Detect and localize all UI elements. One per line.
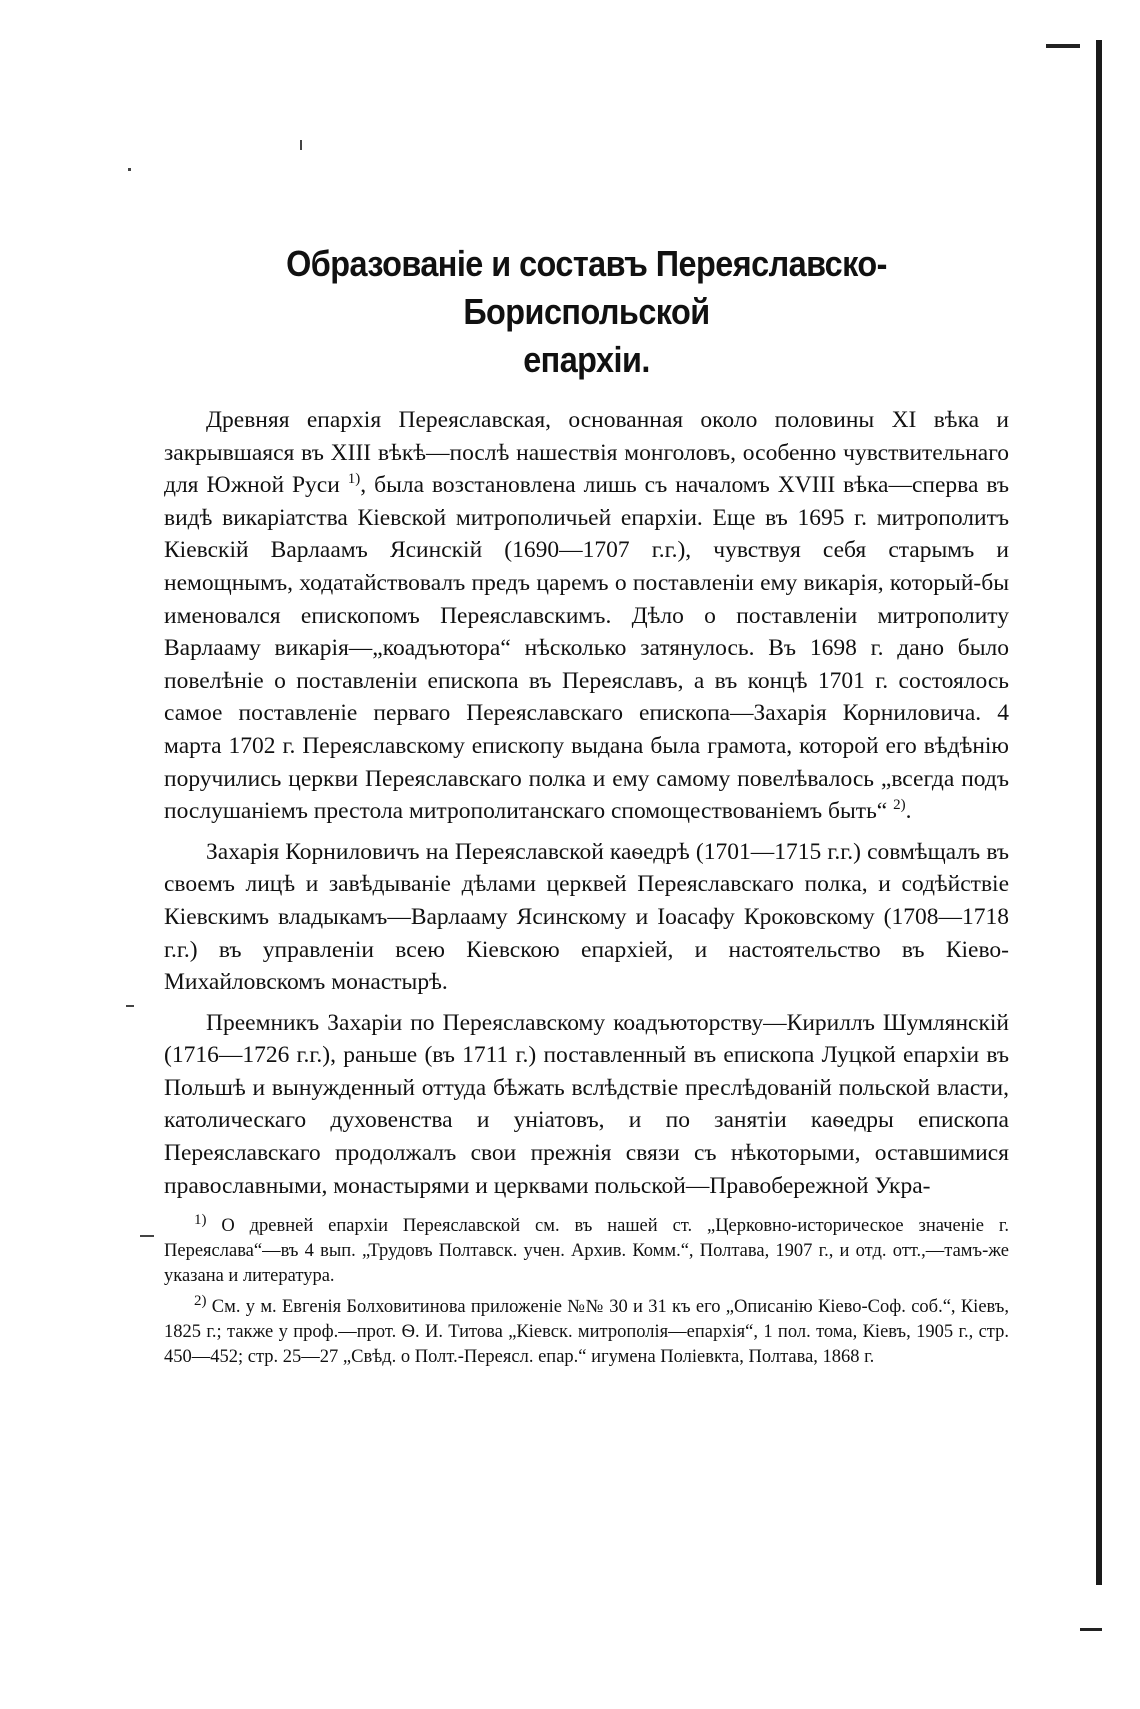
footnote-ref-1: 1) xyxy=(347,471,361,488)
scan-speck xyxy=(128,168,131,171)
paragraph-1-text-c: . xyxy=(905,798,912,825)
title-line-1: Образованіе и составъ Переяславско-Бориспольской xyxy=(286,243,887,332)
footnote-1 xyxy=(164,1214,1009,1289)
scan-speck xyxy=(140,1235,154,1237)
paragraph-1-text-b: , была возстановлена лишь съ началомъ XVIII вѣка—сперва въ видѣ викаріатства Кіевской митрополичьей епархіи. Еще въ 1695 г. митрополитъ Кіевскій Варлаамъ Ясинскій (1690—1707 г.г.), чувствуя себя старымъ и немощнымъ, ходатайствовалъ предъ царемъ о поставленіи ему викарія, который-бы именовался епископомъ Переяславскимъ. Дѣло о поставленіи митрополиту Варлааму викарія—„коадъютора“ нѣсколько затянулось. Въ 1698 г. дано было повелѣніе о поставленіи епископа въ Переяславъ, а въ концѣ 1701 г. состоялось самое поставленіе перваго Переяславскаго епископа—Захарія Корниловича. 4 марта 1702 г. Переяславскому епископу выдана была грамота, которой его вѣдѣнію поручились церкви Переяславскаго полка и ему самому повелѣвалось „всегда подъ послушаніемъ престола митрополитанскаго спомоществованіемъ быть“ xyxy=(164,472,1009,825)
scan-mark-top xyxy=(1046,44,1080,48)
scan-mark-bottom xyxy=(1080,1628,1102,1631)
page-title xyxy=(206,240,967,384)
footnote-2-text: См. у м. Евгенія Болховитинова приложеніе №№ 30 и 31 къ его „Описанію Кіево-Соф. соб.“, Кіевъ, 1825 г.; также у проф.—прот. Ѳ. И. Титова „Кіевск. митрополія—епархія“, 1 пол. тома, Кіевъ, 1905 г., стр. 450—452; стр. 25—27 „Свѣд. о Полт.-Переясл. епар.“ игумена Поліевкта, Полтава, 1868 г. xyxy=(164,1297,1009,1368)
footnote-2 xyxy=(164,1295,1009,1370)
footnote-1-marker: 1) xyxy=(194,1212,207,1229)
scan-speck xyxy=(126,1005,134,1007)
footnote-1-text: О древней епархіи Переяславской см. въ нашей ст. „Церковно-историческое значеніе г. Переяслава“—въ 4 вып. „Трудовъ Полтавск. учен. Архив. Комм.“, Полтава, 1907 г., и отд. отт.,—тамъ-же указана и литература. xyxy=(164,1216,1009,1287)
title-line-2: епархіи. xyxy=(523,339,650,380)
paragraph-1-text-a: Древняя епархія Переяславская, основанная около половины XI вѣка и закрывшаяся въ XIII вѣкѣ—послѣ нашествія монголовъ, особенно чувствительнаго для Южной Руси xyxy=(164,407,1009,499)
paragraph-3: Преемникъ Захаріи по Переяславскому коадъюторству—Кириллъ Шумлянскій (1716—1726 г.г.), раньше (въ 1711 г.) поставленный въ епископа Луцкой епархіи въ Польшѣ и вынужденный оттуда бѣжать вслѣдствіе преслѣдованій польской власти, католическаго духовенства и уніатовъ, и по занятіи каѳедры епископа Переяславскаго продолжалъ свои прежнія связи съ нѣкоторыми, оставшимися православными, монастырями и церквами польской—Правобережной Укра- xyxy=(164,1009,1009,1199)
footnotes xyxy=(164,1214,1009,1370)
footnote-2-marker: 2) xyxy=(194,1293,207,1310)
page-content xyxy=(164,240,1009,1376)
paragraph-2: Захарія Корниловичъ на Переяславской каѳедрѣ (1701—1715 г.г.) совмѣщалъ въ своемъ лицѣ и завѣдываніе дѣлами церквей Переяславскаго полка, и содѣйствіе Кіевскимъ владыкамъ—Варлааму Ясинскому и Іоасафу Кроковскому (1708—1718 г.г.) въ управленіи всею Кіевскою епархіей, и настоятельство въ Кіево-Михайловскомъ монастырѣ. xyxy=(164,838,1009,996)
main-text xyxy=(164,404,1009,1202)
footnote-ref-2: 2) xyxy=(893,797,906,814)
paragraph-1 xyxy=(164,404,1009,828)
page-edge-shadow xyxy=(1096,40,1102,1585)
scan-speck xyxy=(300,140,302,150)
